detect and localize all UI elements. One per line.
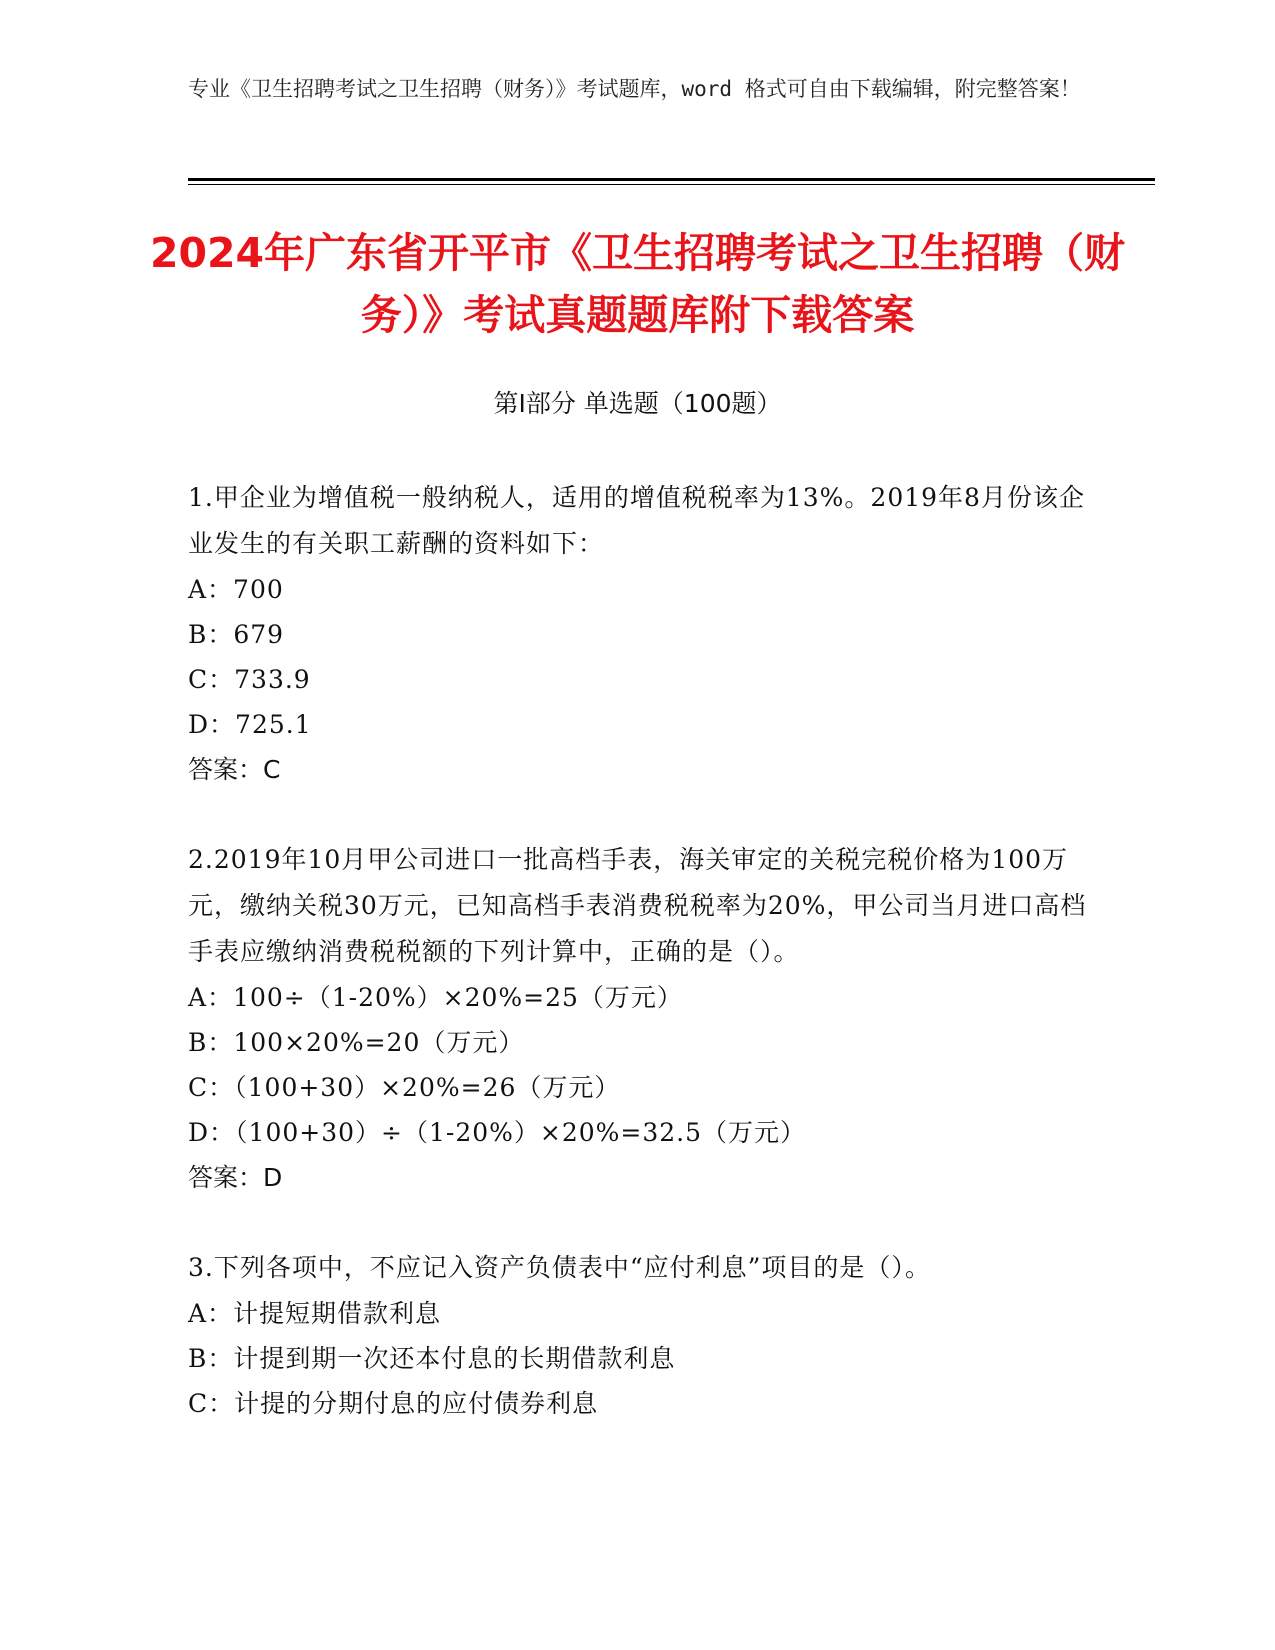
question-1 (188, 475, 1088, 793)
option-a: A：700 (188, 575, 284, 604)
question-stem: 2.2019年10月甲公司进口一批高档手表，海关审定的关税完税价格为100万元，缴纳关税30万元，已知高档手表消费税税率为20%，甲公司当月进口高档手表应缴纳消费税税额的下列计算中，正确的是（）。 (188, 845, 1087, 966)
header-rule-thin (188, 184, 1155, 185)
option-c: C：733.9 (188, 665, 311, 694)
answer-line: 答案：C (188, 755, 281, 784)
question-list (188, 475, 1088, 1470)
question-3 (188, 1245, 1088, 1426)
option-b: B：679 (188, 620, 285, 649)
option-c: C：（100+30）×20%=26（万元） (188, 1073, 621, 1102)
header-rule-thick (188, 178, 1155, 181)
option-b: B：100×20%=20（万元） (188, 1028, 525, 1057)
option-b: B：计提到期一次还本付息的长期借款利息 (188, 1344, 676, 1373)
option-d: D：（100+30）÷（1-20%）×20%=32.5（万元） (188, 1118, 807, 1147)
option-a: A：计提短期借款利息 (188, 1299, 442, 1328)
question-2 (188, 837, 1088, 1201)
question-stem: 1.甲企业为增值税一般纳税人，适用的增值税税率为13%。2019年8月份该企业发生的有关职工薪酬的资料如下： (188, 483, 1085, 558)
section-heading: 第I部分 单选题（100题） (493, 389, 782, 418)
option-d: D：725.1 (188, 710, 312, 739)
option-c: C：计提的分期付息的应付债券利息 (188, 1389, 599, 1418)
answer-line: 答案：D (188, 1163, 283, 1192)
question-stem: 3.下列各项中，不应记入资产负债表中“应付利息”项目的是（）。 (188, 1253, 931, 1282)
option-a: A：100÷（1-20%）×20%=25（万元） (188, 983, 683, 1012)
header-note: 专业《卫生招聘考试之卫生招聘（财务）》考试题库，word 格式可自由下载编辑，附完整答案！ (188, 77, 1081, 101)
document-title: 2024年广东省开平市《卫生招聘考试之卫生招聘（财务）》考试真题题库附下载答案 (149, 229, 1126, 339)
